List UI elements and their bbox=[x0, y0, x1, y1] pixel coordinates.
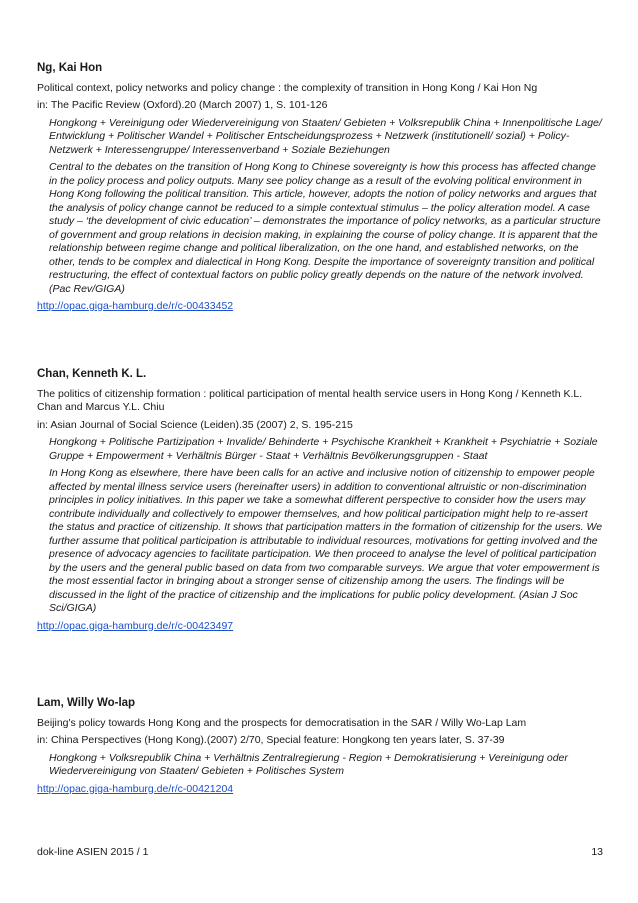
entry-source: in: Asian Journal of Social Science (Leiden).35 (2007) 2, S. 195-215 bbox=[37, 418, 353, 431]
entry-link[interactable]: http://opac.giga-hamburg.de/r/c-00421204 bbox=[37, 782, 234, 795]
bibliography-entry bbox=[37, 368, 603, 633]
entry-title: Beijing's policy towards Hong Kong and the prospects for democratisation in the SAR / Willy Wo-Lap Lam bbox=[37, 716, 527, 729]
entry-author: Chan, Kenneth K. L. bbox=[37, 368, 147, 380]
entry-keywords: Hongkong + Politische Partizipation + Invalide/ Behinderte + Psychische Krankheit + Krankheit + Psychiatrie + Soziale Gruppe + Empowerment + Verhältnis Bürger - Staat + Verhältnis Bevölkerungsgruppen - Staat bbox=[49, 436, 598, 462]
entry-source: in: The Pacific Review (Oxford).20 (March 2007) 1, S. 101-126 bbox=[37, 99, 328, 111]
entry-abstract: Central to the debates on the transition of Hong Kong to Chinese sovereignty is how this process has affected change in the policy process and policy outputs. Many see policy change as a result of the evolving political environment in Hong Kong following the political transition. This article, however, adopts the notion of policy networks and argues that the analysis of policy change cannot be reduced to a simple contextual stimulus – the policy alteration model. A case study – ‘the development of civic education’ – demonstrates the importance of policy networks, as a particular structure of government and group relations in decision making, in explaining the course of policy change. It is apparent that the relationship between regime change and political liberalization, on the one hand, and established networks, on the other, tends to be complex and dialectical in Hong Kong. Despite the importance of sovereignty transition and political restructuring, the effect of contextual factors on public policy greatly depends on the nature of the network involved. (Pac Rev/GIGA) bbox=[49, 161, 601, 295]
entry-source: in: China Perspectives (Hong Kong).(2007) 2/70, Special feature: Hongkong ten years later, S. 37-39 bbox=[37, 734, 505, 746]
page-number: 13 bbox=[591, 846, 603, 858]
bibliography-entry bbox=[37, 697, 603, 796]
entry-keywords: Hongkong + Vereinigung oder Wiedervereinigung von Staaten/ Gebieten + Volksrepublik China + Innenpolitische Lage/ Entwicklung + Politischer Wandel + Politischer Entscheidungsprozess + Netzwerk (institutionell/ sozial) + Policy-Netzwerk + Interessengruppe/ Interessenverband + Soziale Beziehungen bbox=[49, 116, 602, 156]
entry-link[interactable]: http://opac.giga-hamburg.de/r/c-00423497 bbox=[37, 619, 234, 632]
entry-title: The politics of citizenship formation : political participation of mental health service users in Hong Kong / Kenneth K.L. Chan and Marcus Y.L. Chiu bbox=[37, 387, 583, 413]
entry-author: Ng, Kai Hon bbox=[37, 62, 103, 74]
entry-title: Political context, policy networks and policy change : the complexity of transition in Hong Kong / Kai Hon Ng bbox=[37, 81, 538, 94]
entry-abstract: In Hong Kong as elsewhere, there have been calls for an active and inclusive notion of citizenship to empower people affected by mental illness service users (hereinafter users) in addition to conventional altruistic or non-discrimination principles in policy initiatives. In this paper we take a somewhat different perspective to consider how the users may contribute individually and collectively to empower themselves, and how political participation might help to re-assert the status and practice of citizenship. It shows that participation matters in the formation of citizenship for the users. We further assume that political participation is attributable to individual resources, motivations for getting involved and the presence of advocacy agencies to facilitate participation. We then proceed to analyse the level of political participation by the users and the general public based on data from two comparable surveys. We argue that voter empowerment is the most essential factor in bringing about a stronger sense of citizenship among the users. The findings will be discussed in the light of the practice of citizenship and the implications for public policy development. (Asian J Soc Sci/GIGA) bbox=[49, 467, 603, 614]
footer-publication: dok-line ASIEN 2015 / 1 bbox=[37, 846, 149, 858]
entry-author: Lam, Willy Wo-lap bbox=[37, 697, 136, 709]
page-footer bbox=[37, 846, 603, 860]
entry-keywords: Hongkong + Volksrepublik China + Verhältnis Zentralregierung - Region + Demokratisierung + Vereinigung oder Wiedervereinigung von Staaten/ Gebieten + Politisches System bbox=[49, 751, 568, 777]
bibliography-entry bbox=[37, 62, 603, 314]
entry-link[interactable]: http://opac.giga-hamburg.de/r/c-00433452 bbox=[37, 300, 234, 312]
